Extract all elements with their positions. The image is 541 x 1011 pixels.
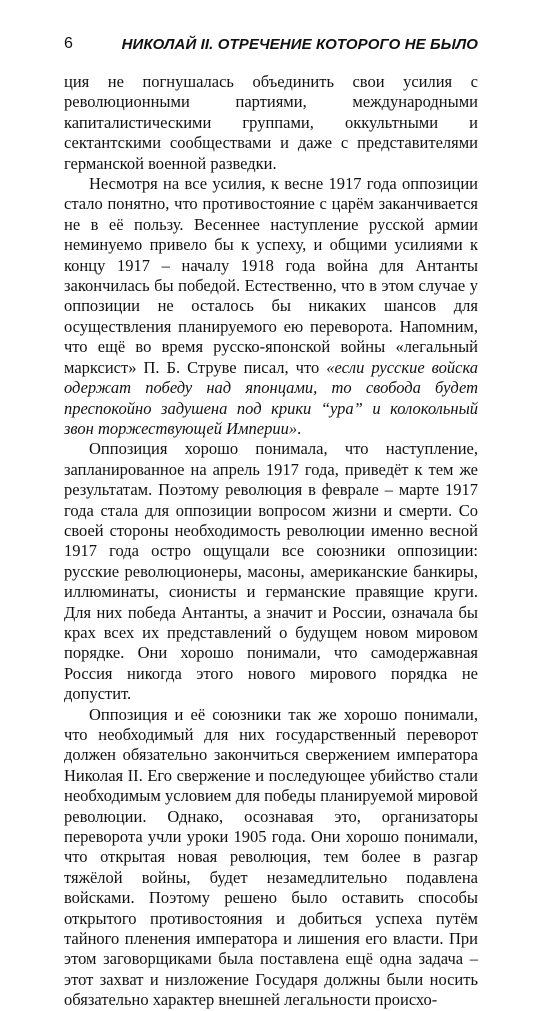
page-header [64,35,478,55]
paragraph-1 [64,72,478,174]
paragraph-2 [64,174,478,439]
struve-quote: «если русские войска одержат победу над японцами, то свобода будет преспокойно задушена под крики “ура” и колокольный звон торжествующей Империи» [64,357,479,438]
body-text [64,72,478,1011]
paragraph-4 [64,705,478,1011]
paragraph-2-tail: . [297,418,302,438]
paragraph-3-text: Оппозиция хорошо понимала, что наступление, запланированное на апрель 1917 года, приведёт к тем же результатам. Поэтому революция в феврале – марте 1917 года стала для оппозиции вопросом жизни и смерти. Со своей стороны необходимость революции именно весной 1917 года остро ощущали все союзники оппозиции: русские революционеры, масоны, американские банкиры, иллюминаты, сионисты и германские правящие круги. Для них победа Антанты, а значит и России, означала бы крах всех их представлений о будущем новом мировом порядке. Они хорошо понимали, что самодержавная Россия никогда этого нового мирового порядка не допустит. [64,439,478,704]
paragraph-1-text: ция не погнушалась объединить свои усилия с революционными партиями, международными капиталистическими группами, оккультными и сектантскими сообществами и даже с представителями германской военной разведки. [64,72,478,173]
paragraph-2-text: Несмотря на все усилия, к весне 1917 года оппозиции стало понятно, что противостояние с царём заканчивается не в её пользу. Весеннее наступление русской армии неминуемо привело бы к успеху, и общими усилиями к концу 1917 – началу 1918 года война для Антанты закончилась бы победой. Естественно, что в этом случае у оппозиции не осталось бы никаких шансов для осуществления планируемого ею переворота. Напомним, что ещё во время русско-японской войны «легальный марксист» П. Б. Струве писал, что [64,174,478,377]
paragraph-4-text: Оппозиция и её союзники так же хорошо понимали, что необходимый для них государственный переворот должен обязательно закончиться свержением императора Николая II. Его свержение и последующее убийство стали необходимым условием для победы планируемой мировой революции. Однако, осознавая это, организаторы переворота учли уроки 1905 года. Они хорошо понимали, что открытая новая революция, тем более в разгар тяжёлой войны, будет незамедлительно подавлена войсками. Поэтому решено было оставить способы открытого противостояния и добиться успеха путём тайного пленения императора и лишения его власти. При этом заговорщиками была поставлена ещё одна задача – этот захват и низложение Государя должны были носить обязательно характер внешней легальности происхо- [64,704,478,1010]
paragraph-3 [64,439,478,704]
page-number: 6 [64,35,73,52]
running-title: НИКОЛАЙ II. ОТРЕЧЕНИЕ КОТОРОГО НЕ БЫЛО [121,36,478,53]
